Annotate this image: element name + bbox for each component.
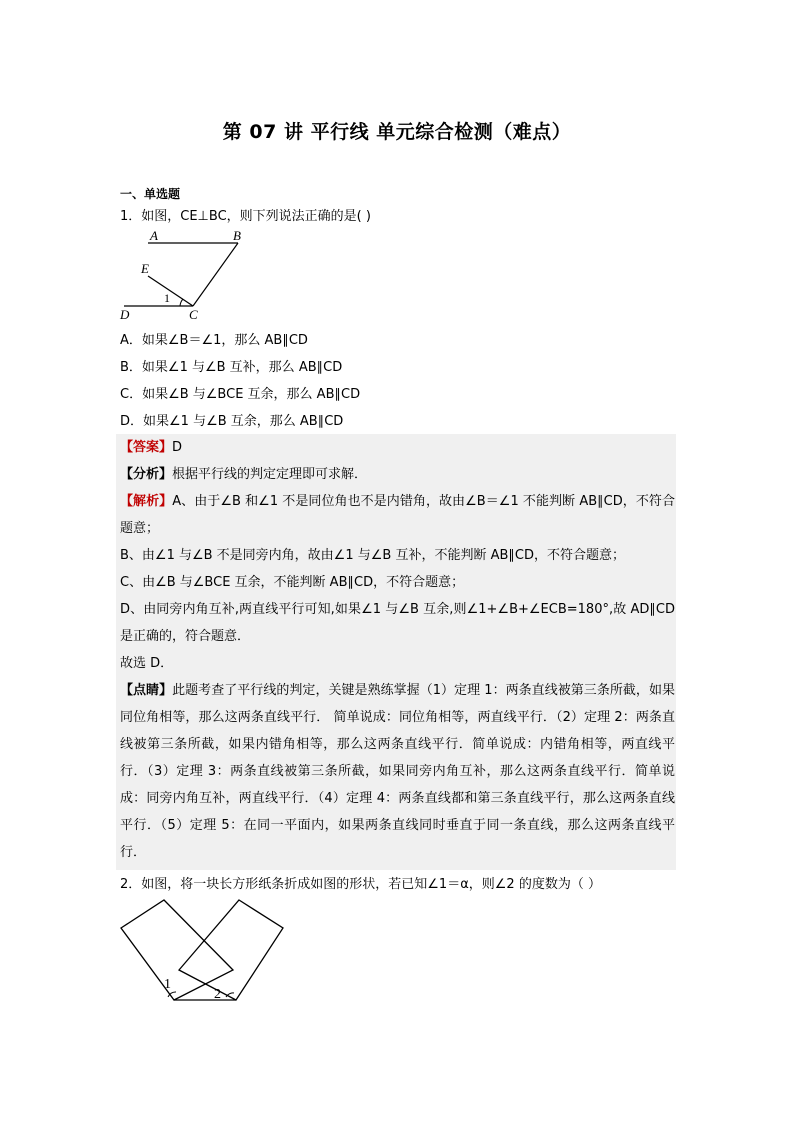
comment-tag: 【点睛】 bbox=[120, 683, 173, 698]
option-d: D．如果∠1 与∠B 互余，那么 AB∥CD bbox=[120, 414, 344, 429]
option-c: C．如果∠B 与∠BCE 互余，那么 AB∥CD bbox=[120, 387, 361, 402]
choose-line: 故选 D． bbox=[120, 656, 174, 671]
solution-a-text: A、由于∠B 和∠1 不是同位角也不是内错角，故由∠B＝∠1 不能判断 AB∥CD，不符合题意； bbox=[120, 494, 675, 536]
option-a: A．如果∠B＝∠1，那么 AB∥CD bbox=[120, 333, 308, 348]
comment-paragraph bbox=[120, 677, 675, 866]
label-2: 2 bbox=[214, 987, 221, 1002]
question-1-stem: 1．如图，CE⊥BC，则下列说法正确的是( ) bbox=[120, 209, 371, 224]
angle-1-arc bbox=[180, 299, 183, 306]
question-2-figure bbox=[116, 898, 292, 1008]
label-b: B bbox=[233, 228, 241, 243]
label-1: 1 bbox=[164, 977, 171, 992]
strip-left bbox=[121, 900, 233, 1000]
solution-d: D、由同旁内角互补,两直线平行可知,如果∠1 与∠B 互余,则∠1+∠B+∠ECB=180°,故 AD∥CD 是正确的，符合题意． bbox=[120, 602, 675, 644]
segment-bc bbox=[193, 243, 238, 306]
solution-c: C、由∠B 与∠BCE 互余，不能判断 AB∥CD，不符合题意； bbox=[120, 575, 465, 590]
label-1: 1 bbox=[164, 291, 170, 305]
answer-line bbox=[120, 434, 675, 461]
analysis-line bbox=[120, 461, 675, 488]
strip-right bbox=[179, 900, 283, 1000]
analysis-tag: 【分析】 bbox=[120, 467, 173, 482]
solution-tag: 【解析】 bbox=[120, 494, 173, 509]
page-title: 第 07 讲 平行线 单元综合检测（难点） bbox=[222, 121, 572, 143]
section-heading: 一、单选题 bbox=[120, 187, 181, 201]
question-1-figure bbox=[118, 226, 278, 322]
solution-b: B、由∠1 与∠B 不是同旁内角，故由∠1 与∠B 互补，不能判断 AB∥CD，不符合题意； bbox=[120, 548, 625, 563]
question-2-stem: 2．如图，将一块长方形纸条折成如图的形状，若已知∠1＝α，则∠2 的度数为（ ） bbox=[120, 877, 601, 892]
answer-value: D bbox=[172, 440, 183, 455]
option-b: B．如果∠1 与∠B 互补，那么 AB∥CD bbox=[120, 360, 343, 375]
label-c: C bbox=[189, 307, 198, 322]
label-e: E bbox=[141, 261, 149, 276]
analysis-text: 根据平行线的判定定理即可求解． bbox=[172, 467, 368, 482]
label-a: A bbox=[150, 228, 158, 243]
answer-tag: 【答案】 bbox=[120, 440, 173, 455]
comment-text: 此题考查了平行线的判定，关键是熟练掌握（1）定理 1：两条直线被第三条所截，如果同位角相等，那么这两条直线平行． 简单说成：同位角相等，两直线平行．（2）定理 2：两条直线被第三条所截，如果内错角相等，那么这两条直线平行．简单说成：内错角相等，两直线平行．（3）定理 3：两条直线被第三条所截，如果同旁内角互补，那么这两条直线平行．简单说成：同旁内角互补，两直线平行．（4）定理 4：两条直线都和第三条直线平行，那么这两条直线平行．（5）定理 5：在同一平面内，如果两条直线同时垂直于同一条直线，那么这两条直线平行． bbox=[120, 683, 675, 860]
segment-ec bbox=[148, 276, 193, 306]
label-d: D bbox=[120, 307, 130, 322]
solution-a bbox=[120, 488, 675, 542]
